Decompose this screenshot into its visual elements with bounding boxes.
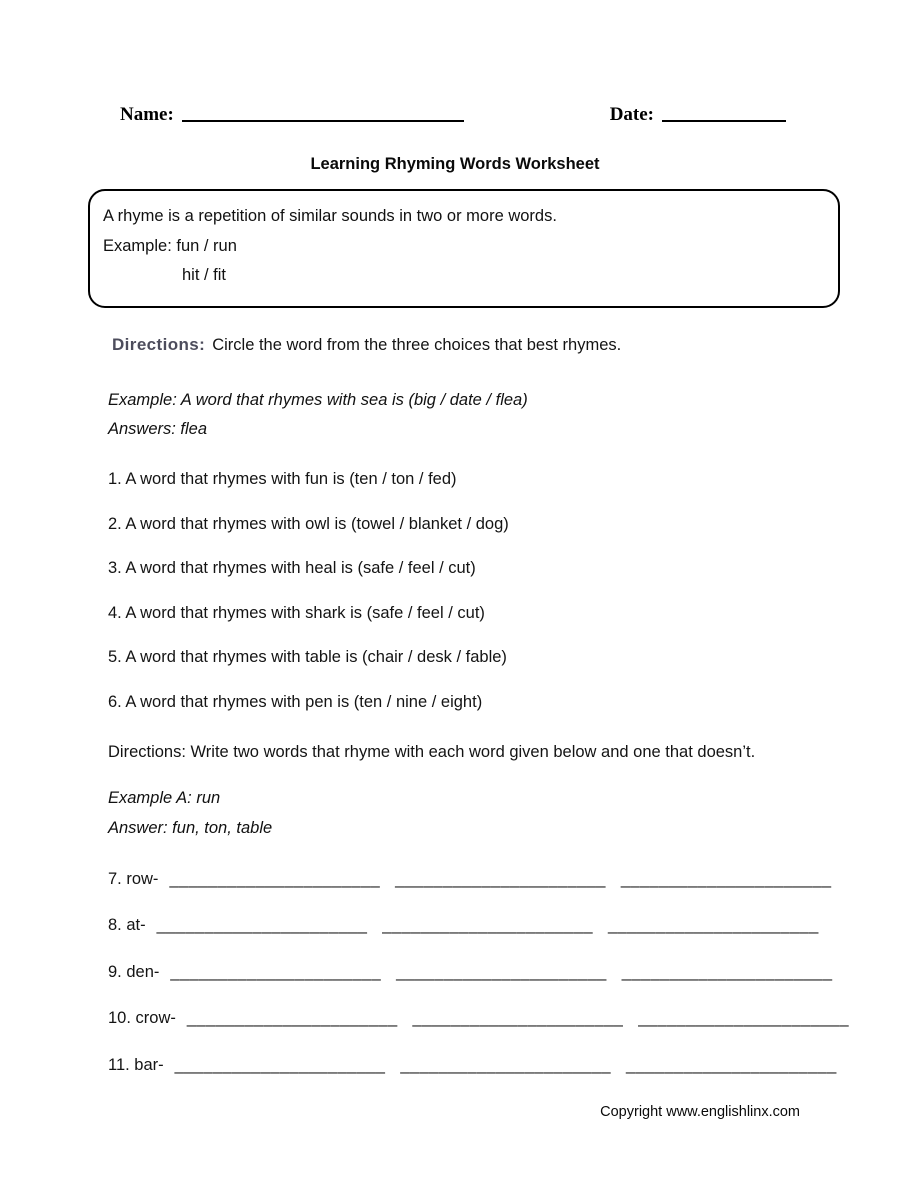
- answer-1-text: Answers: flea: [108, 420, 208, 438]
- definition-text: A rhyme is a repetition of similar sounds in two or more words.: [103, 207, 557, 225]
- definition-example-line1: Example: fun / run: [103, 236, 237, 255]
- blank-line-9-1: ______________________: [170, 962, 382, 981]
- blank-line-11-2: ______________________: [400, 1055, 612, 1074]
- blank-line-8-1: ______________________: [156, 916, 368, 934]
- example-2-text: Example A: run: [108, 789, 221, 807]
- directions-1: [112, 335, 910, 355]
- copyright-text: Copyright www.englishlinx.com: [600, 1104, 800, 1120]
- blank-line-7-3: ______________________: [620, 869, 832, 888]
- blank-line-10-2: ______________________: [412, 1009, 624, 1027]
- question-row-4: 4. A word that rhymes with shark is (safe / feel / cut): [108, 603, 485, 622]
- blank-line-11-1: ______________________: [174, 1055, 386, 1074]
- blank-line-7-1: ______________________: [169, 869, 381, 888]
- blank-line-8-3: ______________________: [607, 916, 819, 934]
- question-row-5: 5. A word that rhymes with table is (chair / desk / fable): [108, 648, 507, 666]
- worksheet-title: Learning Rhyming Words Worksheet: [310, 155, 600, 173]
- fill-in-list: [108, 869, 910, 1076]
- question-list: [108, 469, 910, 712]
- date-label: Date:: [609, 104, 654, 125]
- fill-in-row-11: [108, 1055, 910, 1076]
- example-block-2: [108, 784, 910, 843]
- item-word-10: 10. crow-: [108, 1009, 176, 1027]
- blank-line-7-2: ______________________: [395, 869, 606, 888]
- blank-line-9-2: ______________________: [396, 962, 607, 981]
- definition-box: [88, 189, 840, 308]
- example-block-1: [108, 386, 910, 445]
- name-blank-line: [182, 118, 464, 122]
- question-row-2: 2. A word that rhymes with owl is (towel / blanket / dog): [108, 514, 509, 533]
- directions-2: Directions: Write two words that rhyme with each word given below and one that doesn’t.: [108, 742, 756, 761]
- blank-line-8-2: ______________________: [382, 916, 593, 934]
- definition-example-line2: hit / fit: [182, 266, 227, 284]
- date-blank-line: [662, 118, 786, 122]
- question-row-3: 3. A word that rhymes with heal is (safe / feel / cut): [108, 559, 476, 577]
- item-word-8: 8. at-: [108, 916, 146, 934]
- item-word-7: 7. row-: [108, 869, 159, 888]
- example-1-text: Example: A word that rhymes with sea is (big / date / flea): [108, 390, 528, 409]
- item-word-11: 11. bar-: [108, 1055, 164, 1074]
- fill-in-row-8: [108, 915, 910, 936]
- directions-1-text: Circle the word from the three choices that best rhymes.: [212, 335, 622, 354]
- blank-line-10-3: ______________________: [638, 1009, 849, 1027]
- blank-line-11-3: ______________________: [626, 1055, 837, 1074]
- fill-in-row-7: [108, 869, 910, 890]
- question-row-6: 6. A word that rhymes with pen is (ten / nine / eight): [108, 692, 483, 711]
- fill-in-row-10: [108, 1008, 910, 1029]
- question-row-1: 1. A word that rhymes with fun is (ten / ton / fed): [108, 470, 457, 488]
- fill-in-row-9: [108, 962, 910, 983]
- directions-1-label: Directions:: [112, 334, 206, 354]
- name-label: Name:: [120, 104, 174, 125]
- name-field-group: [120, 104, 464, 126]
- header: [120, 0, 786, 126]
- item-word-9: 9. den-: [108, 962, 160, 981]
- blank-line-10-1: ______________________: [186, 1009, 398, 1027]
- date-field-group: [610, 104, 786, 126]
- blank-line-9-3: ______________________: [621, 962, 833, 981]
- answer-2-text: Answer: fun, ton, table: [108, 818, 273, 837]
